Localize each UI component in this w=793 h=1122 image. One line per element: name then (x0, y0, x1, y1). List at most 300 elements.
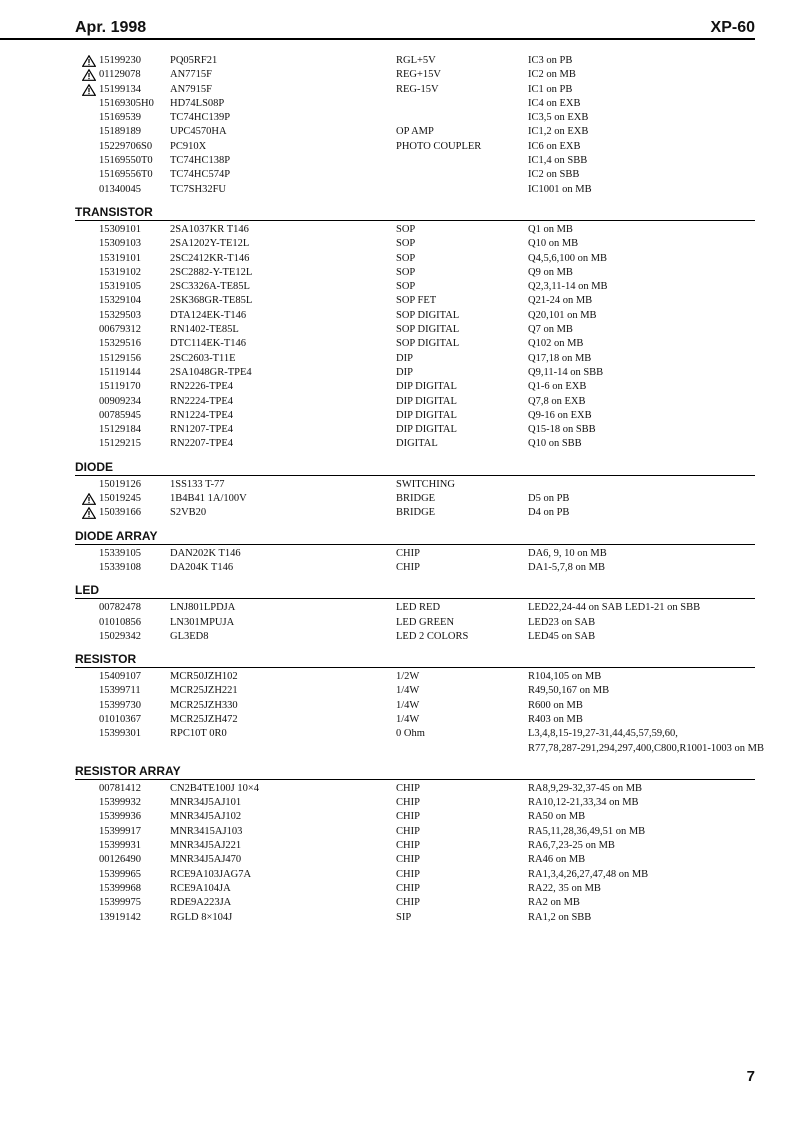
part-code: 15409107 (99, 671, 141, 683)
part-row (75, 896, 755, 910)
part-row (75, 616, 755, 630)
section-rule (75, 544, 755, 545)
part-row (75, 68, 755, 82)
part-location (528, 727, 764, 756)
parts-section (75, 652, 764, 756)
location-line: IC1001 on MB (528, 183, 592, 195)
location-line: IC1,4 on SBB (528, 155, 588, 167)
location-line: D4 on PB (528, 507, 570, 519)
part-number: TC74HC139P (170, 112, 231, 124)
part-description: 1/2W (396, 671, 420, 683)
part-description: SOP DIGITAL (396, 338, 460, 350)
part-location (528, 154, 587, 168)
part-location (528, 337, 583, 351)
part-row (75, 97, 755, 111)
section-rule (75, 220, 755, 221)
part-row (75, 323, 755, 337)
part-number: PC910X (170, 140, 207, 152)
location-line: Q1-6 on EXB (528, 381, 587, 393)
part-description: RGL+5V (396, 55, 436, 66)
part-location (528, 125, 588, 139)
location-line: Q9-16 on EXB (528, 409, 592, 421)
part-row (75, 437, 755, 451)
part-description: PHOTO COUPLER (396, 140, 482, 152)
part-location (528, 506, 569, 520)
location-line: IC2 on MB (528, 69, 576, 81)
part-location (528, 140, 581, 154)
page-header (75, 18, 755, 38)
part-number: MCR25JZH330 (170, 699, 238, 711)
part-number: LN301MPUJA (170, 616, 235, 628)
part-row (75, 727, 764, 756)
part-location (528, 684, 609, 698)
part-row (75, 423, 755, 437)
part-location (528, 352, 591, 366)
part-description: SOP FET (396, 295, 437, 307)
warning-triangle-icon (82, 493, 96, 505)
part-description: DIP DIGITAL (396, 409, 457, 421)
part-number: RN1224-TPE4 (170, 409, 233, 421)
part-location (528, 853, 585, 867)
part-row (75, 478, 755, 492)
part-code: 15169556T0 (99, 169, 153, 181)
part-description: BRIDGE (396, 493, 436, 505)
part-number: MNR34J5AJ221 (170, 840, 242, 852)
part-row (75, 839, 755, 853)
part-code: 00126490 (99, 854, 141, 866)
part-code: 15399730 (99, 699, 141, 711)
part-code: 00782478 (99, 602, 141, 614)
part-number: HD74LS08P (170, 97, 225, 109)
section-title: DIODE ARRAY (75, 528, 158, 543)
part-row (75, 684, 755, 698)
part-code: 15129156 (99, 352, 141, 364)
location-line: R77,78,287-291,294,297,400,C800,R1001-1003 on MB (528, 742, 764, 754)
part-description: OP AMP (396, 126, 434, 138)
part-row (75, 810, 755, 824)
part-location (528, 616, 595, 630)
part-number: 1SS133 T-77 (170, 478, 225, 490)
location-line: RA8,9,29-32,37-45 on MB (528, 782, 643, 794)
part-row (75, 183, 755, 197)
location-line: Q2,3,11-14 on MB (528, 281, 608, 293)
part-description: SOP DIGITAL (396, 324, 460, 336)
part-location (528, 366, 603, 380)
location-line: DA6, 9, 10 on MB (528, 547, 607, 559)
part-code: 15319102 (99, 266, 141, 278)
part-code: 00785945 (99, 409, 141, 421)
part-description: DIP (396, 366, 413, 378)
part-number: DA204K T146 (170, 561, 234, 573)
part-code: 15319101 (99, 252, 141, 264)
part-location (528, 380, 586, 394)
part-location (528, 294, 592, 308)
location-line: Q9,11-14 on SBB (528, 366, 604, 378)
part-description: CHIP (396, 797, 420, 809)
location-line: RA46 on MB (528, 854, 586, 866)
part-code: 15399301 (99, 728, 141, 740)
page-number: 7 (746, 1068, 755, 1085)
part-description: SOP (396, 252, 416, 264)
warning-triangle-icon (82, 507, 96, 519)
part-number: TC7SH32FU (170, 183, 227, 195)
part-location (528, 699, 583, 713)
part-number: RN2226-TPE4 (170, 381, 233, 393)
location-line: R49,50,167 on MB (528, 685, 610, 697)
part-number: MNR34J5AJ101 (170, 797, 242, 809)
location-line: Q15-18 on SBB (528, 424, 596, 436)
part-location (528, 825, 645, 839)
part-code: 15329104 (99, 295, 141, 307)
header-model: XP-60 (710, 19, 755, 36)
location-line: Q10 on SBB (528, 438, 582, 450)
part-row (75, 853, 755, 867)
part-code: 15309103 (99, 238, 141, 250)
part-number: RN1207-TPE4 (170, 424, 233, 436)
part-number: 2SC3326A-TE85L (170, 281, 250, 293)
part-location (528, 309, 597, 323)
part-row (75, 252, 755, 266)
part-description: 1/4W (396, 713, 420, 725)
parts-section (75, 764, 755, 925)
part-description: DIP (396, 352, 413, 364)
part-number: CN2B4TE100J 10×4 (170, 782, 260, 794)
part-description: SOP (396, 281, 416, 293)
part-location (528, 896, 580, 910)
location-line: Q7 on MB (528, 324, 573, 336)
part-description: CHIP (396, 811, 420, 823)
part-number: RCE9A103JAG7A (170, 868, 252, 880)
parts-section (75, 583, 755, 644)
part-code: 15399968 (99, 882, 141, 894)
part-location (528, 796, 639, 810)
location-line: Q9 on MB (528, 266, 573, 278)
part-location (528, 280, 608, 294)
location-line: IC1,2 on EXB (528, 126, 589, 138)
part-number: 2SC2412KR-T146 (170, 252, 250, 264)
part-number: PQ05RF21 (170, 55, 218, 66)
part-description: LED RED (396, 602, 441, 614)
part-location (528, 630, 595, 644)
part-row (75, 309, 755, 323)
part-row (75, 561, 755, 575)
section-title: LED (75, 583, 99, 598)
part-code: 15339108 (99, 561, 141, 573)
part-code: 00909234 (99, 395, 141, 407)
part-number: DTA124EK-T146 (170, 309, 247, 321)
part-code: 15399917 (99, 825, 141, 837)
part-row (75, 337, 755, 351)
part-code: 15169305H0 (99, 97, 154, 109)
part-code: 15329516 (99, 338, 141, 350)
parts-section (75, 460, 755, 521)
part-code: 15399931 (99, 840, 141, 852)
part-description: SOP (396, 223, 416, 235)
part-number: 2SC2882-Y-TE12L (170, 266, 253, 278)
location-line: IC3 on PB (528, 55, 573, 66)
section-title: TRANSISTOR (75, 204, 153, 219)
part-location (528, 323, 573, 337)
part-code: 15119170 (99, 381, 141, 393)
part-location (528, 713, 583, 727)
part-code: 15229706S0 (99, 140, 153, 152)
section-title: DIODE (75, 459, 114, 474)
part-number: TC74HC138P (170, 155, 231, 167)
part-row (75, 699, 755, 713)
part-row (75, 547, 755, 561)
part-code: 15329503 (99, 309, 141, 321)
part-row (75, 280, 755, 294)
part-row (75, 266, 755, 280)
part-number: RN1402-TE85L (170, 324, 239, 336)
section-rule (75, 598, 755, 599)
part-number: DTC114EK-T146 (170, 338, 247, 350)
part-description: SOP (396, 238, 416, 250)
warning-triangle-icon (82, 69, 96, 81)
part-number: MNR3415AJ103 (170, 825, 243, 837)
location-line: L3,4,8,15-19,27-31,44,45,57,59,60, (528, 728, 678, 740)
warning-triangle-icon (82, 55, 96, 67)
part-code: 15019245 (99, 493, 141, 505)
part-row (75, 882, 755, 896)
part-code: 15339105 (99, 547, 141, 559)
part-description: CHIP (396, 840, 420, 852)
location-line: Q102 on MB (528, 338, 584, 350)
part-row (75, 506, 755, 520)
part-code: 15199134 (99, 83, 141, 95)
part-location (528, 782, 642, 796)
part-description: DIP DIGITAL (396, 395, 457, 407)
part-number: 2SC2603-T11E (170, 352, 236, 364)
part-code: 15399965 (99, 868, 141, 880)
location-line: Q20,101 on MB (528, 309, 597, 321)
location-line: R104,105 on MB (528, 671, 602, 683)
part-number: MNR34J5AJ470 (170, 854, 242, 866)
part-number: UPC4570HA (170, 126, 227, 138)
part-location (528, 97, 581, 111)
location-line: IC6 on EXB (528, 140, 581, 152)
header-rule (0, 38, 755, 40)
part-location (528, 54, 572, 68)
part-location (528, 868, 648, 882)
part-location (528, 237, 578, 251)
header-date: Apr. 1998 (75, 19, 147, 36)
part-number: RPC10T 0R0 (170, 728, 227, 740)
part-code: 01010856 (99, 616, 141, 628)
part-code: 15399975 (99, 897, 141, 909)
part-number: S2VB20 (170, 507, 207, 519)
part-row (75, 380, 755, 394)
part-code: 15129184 (99, 424, 141, 436)
location-line: R600 on MB (528, 699, 583, 711)
part-number: 2SA1048GR-TPE4 (170, 366, 252, 378)
part-description: SIP (396, 911, 412, 923)
part-number: RN2207-TPE4 (170, 438, 233, 450)
part-row (75, 237, 755, 251)
part-number: 2SA1037KR T146 (170, 223, 249, 235)
part-code: 15319105 (99, 281, 141, 293)
part-location (528, 601, 700, 615)
part-row (75, 601, 755, 615)
part-description: CHIP (396, 882, 420, 894)
location-line: LED22,24-44 on SAB LED1-21 on SBB (528, 602, 701, 614)
part-code: 15169550T0 (99, 155, 153, 167)
part-number: DAN202K T146 (170, 547, 241, 559)
part-number: GL3ED8 (170, 630, 209, 642)
part-code: 15309101 (99, 223, 141, 235)
section-title: RESISTOR (75, 652, 137, 667)
part-row (75, 352, 755, 366)
part-description: DIGITAL (396, 438, 438, 450)
part-number: RGLD 8×104J (170, 911, 233, 923)
part-location (528, 492, 569, 506)
part-location (528, 437, 582, 451)
part-number: MCR25JZH472 (170, 713, 238, 725)
part-row (75, 492, 755, 506)
part-number: 1B4B41 1A/100V (170, 493, 247, 505)
part-location (528, 839, 615, 853)
part-row (75, 825, 755, 839)
part-code: 15029342 (99, 630, 141, 642)
location-line: IC1 on PB (528, 83, 573, 95)
part-description: REG-15V (396, 83, 439, 95)
location-line: Q17,18 on MB (528, 352, 592, 364)
part-description: DIP DIGITAL (396, 424, 457, 436)
part-description: CHIP (396, 825, 420, 837)
section-title: RESISTOR ARRAY (75, 763, 181, 778)
part-code: 01010367 (99, 713, 141, 725)
location-line: RA6,7,23-25 on MB (528, 840, 615, 852)
part-row (75, 782, 755, 796)
part-row (75, 713, 755, 727)
parts-section (75, 54, 755, 197)
part-description: REG+15V (396, 69, 442, 81)
part-row (75, 670, 755, 684)
part-description: LED 2 COLORS (396, 630, 469, 642)
part-description: SOP (396, 266, 416, 278)
part-description: LED GREEN (396, 616, 455, 628)
part-row (75, 83, 755, 97)
location-line: Q10 on MB (528, 238, 579, 250)
section-rule (75, 779, 755, 780)
part-code: 01129078 (99, 69, 141, 81)
part-number: MCR50JZH102 (170, 671, 238, 683)
part-row (75, 796, 755, 810)
part-location (528, 395, 585, 409)
part-location (528, 68, 576, 82)
part-code: 15039166 (99, 507, 141, 519)
part-row (75, 294, 755, 308)
location-line: LED23 on SAB (528, 616, 596, 628)
part-number: LNJ801LPDJA (170, 602, 236, 614)
part-location (528, 83, 572, 97)
part-code: 15169539 (99, 112, 141, 124)
part-number: RN2224-TPE4 (170, 395, 233, 407)
location-line: IC3,5 on EXB (528, 112, 589, 124)
part-description: CHIP (396, 854, 420, 866)
part-location (528, 911, 591, 925)
parts-section (75, 205, 755, 452)
part-row (75, 54, 755, 68)
part-location (528, 252, 607, 266)
part-row (75, 125, 755, 139)
location-line: IC4 on EXB (528, 97, 581, 109)
part-row (75, 168, 755, 182)
part-location (528, 183, 592, 197)
location-line: Q4,5,6,100 on MB (528, 252, 608, 264)
part-code: 15129215 (99, 438, 141, 450)
location-line: RA1,2 on SBB (528, 911, 592, 923)
part-location (528, 561, 605, 575)
location-line: RA10,12-21,33,34 on MB (528, 797, 639, 809)
part-code: 01340045 (99, 183, 141, 195)
location-line: R403 on MB (528, 713, 583, 725)
part-number: 2SK368GR-TE85L (170, 295, 253, 307)
location-line: RA50 on MB (528, 811, 586, 823)
part-description: CHIP (396, 547, 420, 559)
location-line: RA22, 35 on MB (528, 882, 601, 894)
location-line: DA1-5,7,8 on MB (528, 561, 606, 573)
part-description: BRIDGE (396, 507, 436, 519)
part-number: RDE9A223JA (170, 897, 232, 909)
part-number: AN7715F (170, 69, 213, 81)
part-number: AN7915F (170, 83, 213, 95)
part-location (528, 547, 607, 561)
part-row (75, 366, 755, 380)
part-location (528, 168, 579, 182)
parts-section (75, 529, 755, 576)
location-line: Q7,8 on EXB (528, 395, 586, 407)
part-row (75, 140, 755, 154)
part-number: 2SA1202Y-TE12L (170, 238, 250, 250)
part-location (528, 223, 573, 237)
part-row (75, 111, 755, 125)
part-code: 15399936 (99, 811, 141, 823)
part-location (528, 670, 601, 684)
location-line: Q21-24 on MB (528, 295, 593, 307)
part-description: SWITCHING (396, 478, 455, 490)
part-row (75, 395, 755, 409)
part-row (75, 911, 755, 925)
part-row (75, 223, 755, 237)
part-description: 1/4W (396, 699, 420, 711)
part-number: MCR25JZH221 (170, 685, 238, 697)
part-row (75, 154, 755, 168)
location-line: D5 on PB (528, 493, 570, 505)
location-line: RA5,11,28,36,49,51 on MB (528, 825, 646, 837)
part-location (528, 423, 596, 437)
part-code: 00679312 (99, 324, 141, 336)
part-code: 15019126 (99, 478, 141, 490)
part-code: 15119144 (99, 366, 141, 378)
part-code: 15399932 (99, 797, 141, 809)
part-description: CHIP (396, 561, 420, 573)
part-location (528, 266, 573, 280)
parts-list (75, 54, 764, 925)
part-row (75, 868, 755, 882)
part-code: 00781412 (99, 782, 141, 794)
part-location (528, 810, 585, 824)
part-description: CHIP (396, 897, 420, 909)
part-description: SOP DIGITAL (396, 309, 460, 321)
part-description: DIP DIGITAL (396, 381, 457, 393)
part-description: CHIP (396, 868, 420, 880)
part-location (528, 882, 601, 896)
part-description: 0 Ohm (396, 728, 425, 740)
part-code: 13919142 (99, 911, 141, 923)
part-number: MNR34J5AJ102 (170, 811, 242, 823)
part-row (75, 409, 755, 423)
